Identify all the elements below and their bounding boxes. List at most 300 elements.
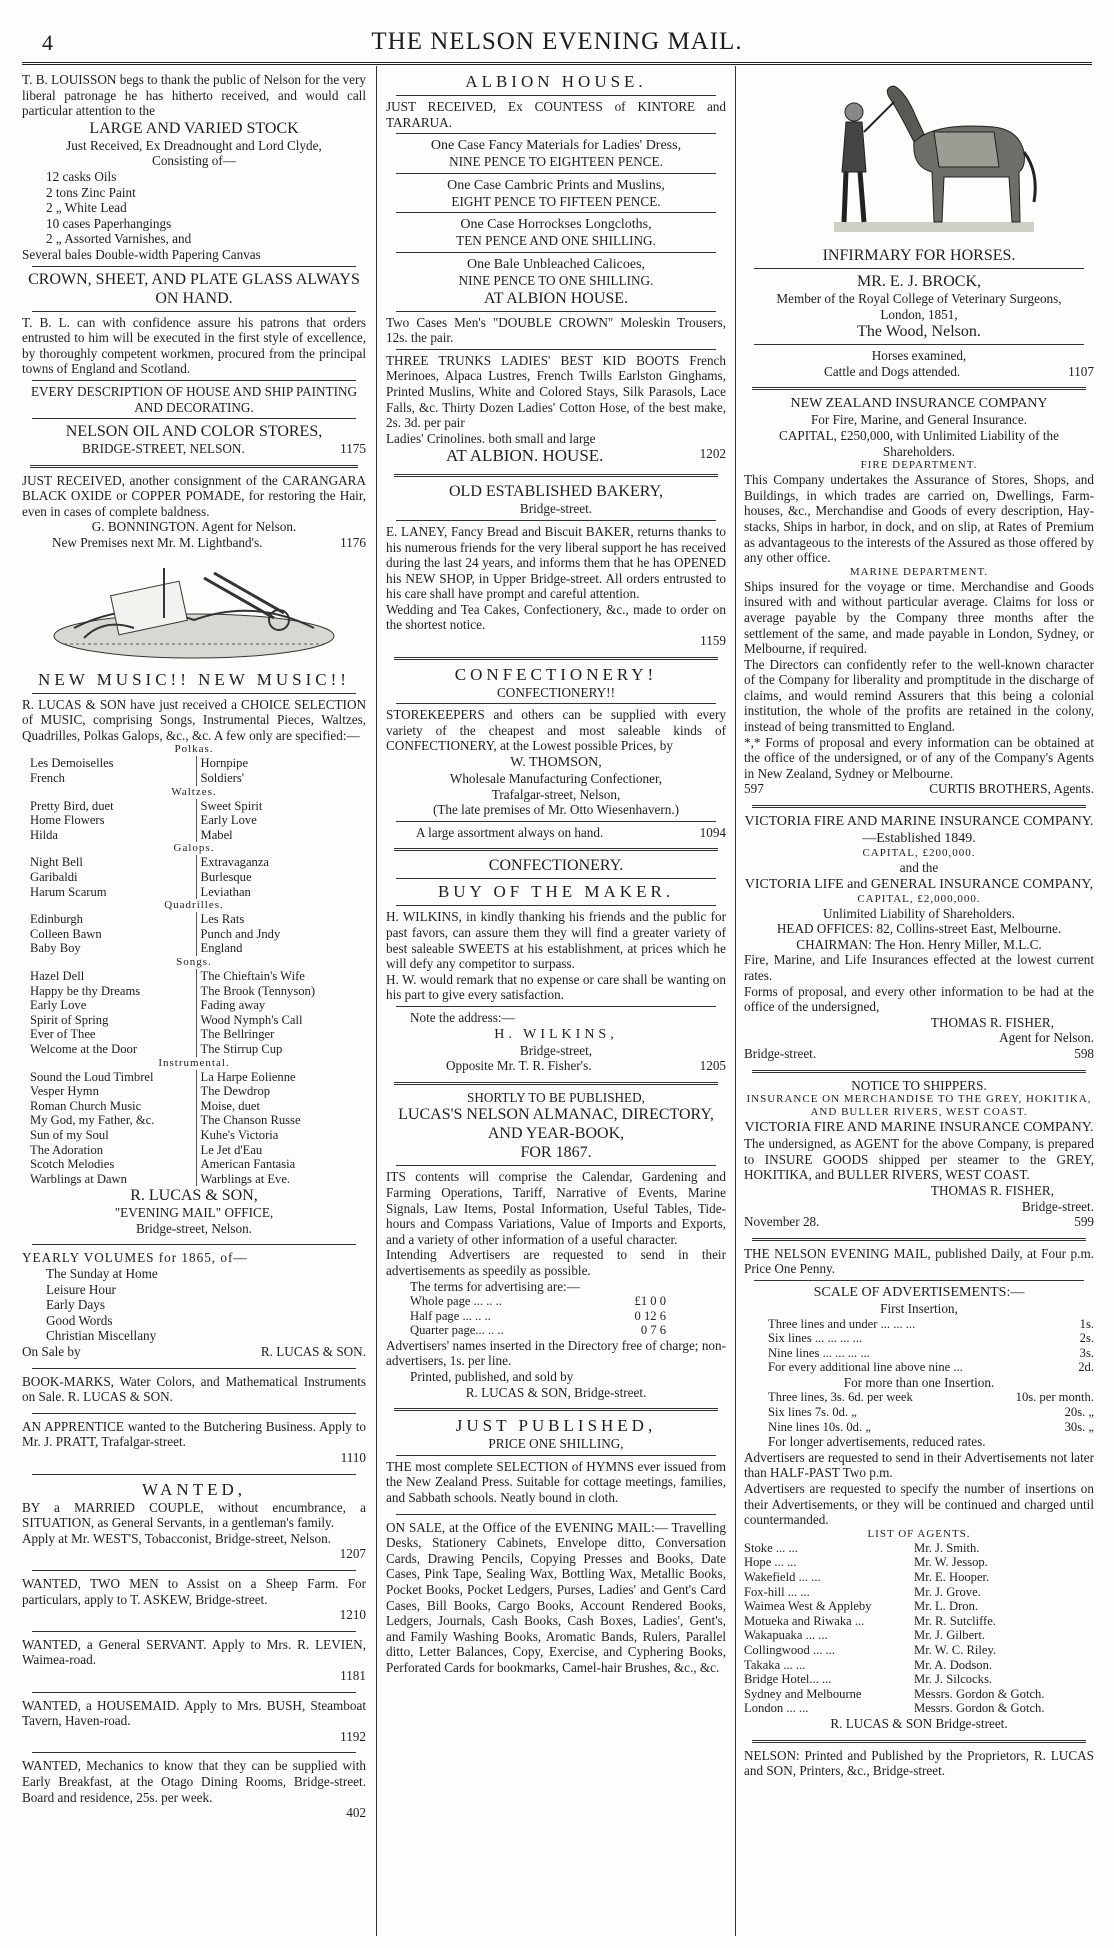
ad-footer [386,446,726,466]
divider [32,311,356,312]
advertising-terms-table [386,1294,726,1338]
music-list-column [196,799,367,843]
ad-number: 598 [1074,1045,1094,1061]
ad-line: For longer advertisements, reduced rates. [768,1434,986,1450]
ad-almanac [386,1088,726,1406]
divider [394,474,718,477]
divider [396,1455,716,1456]
ad-stationery-sale [386,1518,726,1681]
music-title: Harum Scarum [30,884,107,899]
ad-subheading: Bridge-street. [519,501,593,517]
ad-text: THE NELSON EVENING MAIL, published Daily, at Four p.m. Price One Penny. [744,1245,1094,1277]
divider [752,805,1086,808]
ad-line: Note the address:— [410,1009,515,1025]
ad-heading: VICTORIA FIRE AND MARINE INSURANCE COMPANY.—Established 1849. [744,814,1094,847]
ad-text: Intending Advertisers are requested to send in their advertisements as speedily as possible. [386,1247,726,1278]
music-list-column [22,756,196,785]
column-1 [22,70,366,1936]
ad-footer [386,1058,726,1074]
divider [396,95,716,96]
agent-row [744,1701,1094,1716]
ad-heading: OLD ESTABLISHED BAKERY, [449,483,663,501]
ad-line: INSURANCE ON MERCHANDISE TO THE GREY, HOKITIKA, AND BULLER RIVERS, WEST COAST. [746,1093,1092,1119]
ad-text: Advertisers are requested to send in their Advertisements not later than HALF-PAST Two p.m. [744,1449,1094,1481]
table-cell: 0 12 6 [634,1308,666,1323]
ad-line: The terms for advertising are:— [410,1278,580,1294]
ad-text: Forms of proposal, and every other information to be had at the office of the undersigned, [744,983,1094,1015]
table-cell: 30s. „ [1064,1419,1094,1434]
music-category-heading: Polkas. [174,743,214,756]
music-title: Colleen Bawn [30,926,102,941]
ad-line: and the [899,860,939,876]
ad-line: Agent for Nelson. [999,1030,1094,1046]
agent-row [744,1614,1094,1629]
agent-name: Mr. J. Gilbert. [914,1628,986,1643]
table-cell: Whole page ... .. .. [410,1294,502,1309]
ad-heading: LUCAS'S NELSON ALMANAC, DIRECTORY, AND YEAR-BOOK, [398,1106,714,1143]
divider [32,1752,356,1753]
stock-list [22,169,366,247]
music-title: Scotch Melodies [30,1157,115,1172]
ad-text: BY a MARRIED COUPLE, without encumbrance, a SITUATION, as General Servants, in a gentleman's family. [22,1499,366,1531]
music-category-list [22,756,366,785]
table-cell: 0 7 6 [640,1323,666,1338]
music-title: The Stirrup Cup [200,1041,283,1056]
music-list-column [196,756,367,785]
column-divider [376,66,377,1936]
ad-line: (The late premises of Mr. Otto Wiesenhavern.) [432,802,680,818]
music-title: Sound the Loud Timbrel [30,1069,154,1084]
ad-text: Ladies' Crinolines. both small and large [386,430,596,446]
ad-line: For Fire, Marine, and General Insurance. [810,412,1028,428]
ad-hymns [386,1414,726,1510]
list-item: Christian Miscellany [46,1328,157,1344]
ad-number: 402 [346,1805,366,1821]
list-item: 2 „ Assorted Varnishes, and [46,231,192,247]
ad-number: 1159 [700,633,726,649]
table-cell: 20s. „ [1064,1405,1094,1420]
ad-text: WANTED, TWO MEN to Assist on a Sheep Farm. For particulars, apply to T. ASKEW, Bridge-street. [22,1575,366,1607]
ad-wanted-servant [22,1635,366,1689]
agent-row [744,1687,1094,1702]
list-item: 12 casks Oils [46,168,117,184]
ad-line: On Sale by [22,1344,81,1360]
divider [32,1368,356,1369]
music-category-list [22,855,366,899]
ad-heading: SCALE OF ADVERTISEMENTS:— [813,1284,1025,1300]
address: New Premises next Mr. M. Lightband's. [52,535,263,551]
divider [396,821,716,822]
divider [396,173,716,174]
ad-heading: VICTORIA LIFE and GENERAL INSURANCE COMPANY, [744,876,1094,892]
table-cell: 3s. [1079,1345,1094,1360]
ad-line: Bridge-street, [519,1042,593,1058]
horse-and-groom-illustration [794,72,1044,242]
table-cell: Three lines, 3s. 6d. per week [768,1390,913,1405]
agent-row [744,1628,1094,1643]
ad-number: 1175 [340,441,366,457]
music-title: Early Love [200,813,257,828]
imprint-text: NELSON: Printed and Published by the Proprietors, R. LUCAS and SON, Printers, &c., Bridge-street. [744,1747,1094,1779]
ad-number: 1110 [340,1450,366,1465]
section-heading: FIRE DEPARTMENT. [860,459,978,472]
music-title: The Brook (Tennyson) [200,983,316,998]
table-row [768,1420,1094,1435]
divider [32,1474,356,1475]
ad-heading: NOTICE TO SHIPPERS. [851,1077,987,1093]
volume-list [22,1266,366,1344]
ad-line: NINE PENCE TO ONE SHILLING. [458,272,654,288]
divider [396,252,716,253]
table-row [768,1390,1094,1405]
ad-footer [744,1046,1094,1062]
table-cell: 10s. per month. [1015,1390,1094,1405]
ad-text: WANTED, a General SERVANT. Apply to Mrs. R. LEVIEN, Waimea-road. [22,1636,366,1668]
divider [32,266,356,267]
divider [396,212,716,213]
music-category-heading: Galops. [173,842,215,855]
divider [32,1692,356,1693]
divider [30,465,358,468]
table-cell: Quarter page... .. .. [410,1323,504,1338]
ad-agent: G. BONNINGTON. Agent for Nelson. [91,519,297,535]
ad-text: Fire, Marine, and Life Insurances effected at the lowest current rates. [744,952,1094,983]
table-cell: 1s. [1079,1316,1094,1331]
ad-signature: R. LUCAS & SON Bridge-street. [830,1715,1008,1731]
ad-text: The undersigned, as AGENT for the above Company, is prepared to INSURE GOODS shipped per steamer to the GREY, HOKITIKA, and BULLER RIVERS, WEST COAST. [744,1136,1094,1183]
divider [752,1238,1086,1241]
ad-heading: EVERY DESCRIPTION OF HOUSE AND SHIP PAINTING AND DECORATING. [30,383,358,415]
music-title: The Chieftain's Wife [200,968,305,983]
ad-number: 1176 [340,535,366,551]
ad-subheading: PRICE ONE SHILLING, [488,1436,624,1452]
ad-apprentice [22,1417,366,1471]
address: Bridge-street. [1021,1198,1094,1214]
agent-location: Sydney and Melbourne [744,1686,862,1701]
ad-footer [744,781,1094,797]
agent-location: Fox-hill ... ... [744,1584,810,1599]
ad-louisson [22,70,366,462]
ad-signature: THOMAS R. FISHER, [930,1014,1054,1030]
ad-number: 1192 [340,1728,366,1744]
ad-wilkins [386,854,726,1078]
ad-bonnington [22,471,366,556]
ad-text: T. B. L. can with confidence assure his patrons that orders entrusted to him will be executed in the first style of excellence, by thoroughly competent workmen, procured from the principal towns of England and Scotland. [22,314,366,377]
divider [754,1280,1084,1281]
agent-row [744,1658,1094,1673]
list-item: 2 „ White Lead [46,200,127,216]
address: The Wood, Nelson. [857,323,981,341]
ad-text: THE most complete SELECTION of HYMNS ever issued from the New Zealand Press. Suitable for cottage meetings, families, and Sabbath schools. Neatly bound in cloth. [386,1458,726,1506]
music-title: My God, my Father, &c. [30,1113,155,1128]
ad-text: This Company undertakes the Assurance of Stores, Shops, and Buildings, in which trades are carried on, Dwellings, Farm-houses, &c., Merchandise and Goods of every description, Hay-stacks, Ships in harbor, in dock, and on slip, at Rates of Premium as advantageous to the interests of the Assured as those offered by any other office. [744,472,1094,566]
ad-line: Horses examined, [871,348,967,364]
ad-line: Consisting of— [152,153,236,169]
agent-location: Hope ... ... [744,1555,797,1570]
ad-heading: CROWN, SHEET, AND PLATE GLASS ALWAYS ON HAND. [28,270,360,307]
music-title: Le Jet d'Eau [200,1142,263,1157]
list-item: Several bales Double-width Papering Canvas [22,246,261,262]
ad-bakery [386,480,726,653]
music-title: French [30,771,65,786]
ad-text: T. B. LOUISSON begs to thank the public of Nelson for the very liberal patronage he has hitherto received, and would call particular attention to the [22,72,366,119]
music-list-column [22,1070,196,1187]
ad-text: E. LANEY, Fancy Bread and Biscuit BAKER, returns thanks to his numerous friends for the very liberal support he has received during the last 24 years, and informs them that he has OPENED his NEW SHOP, in Upper Bridge-street. All orders entrusted to his care shall have prompt and careful attention. [386,523,726,602]
table-cell: Nine lines 10s. 0d. „ [768,1419,871,1434]
ad-confectionery-thomson [386,663,726,846]
agent-name: Mr. W. Jessop. [914,1555,988,1570]
divider [396,905,716,906]
divider [752,387,1086,390]
agent-name: Mr. R. Sutcliffe. [914,1613,996,1628]
masthead-rule [22,62,1092,65]
ad-footer [386,825,726,841]
agent-row [744,1541,1094,1556]
divider [394,657,718,660]
divider [396,133,716,134]
music-list-column [22,912,196,956]
ad-heading: BUY OF THE MAKER. [437,882,675,902]
music-title: Hazel Dell [30,968,85,983]
ad-number: 1207 [339,1546,366,1562]
divider [394,1408,718,1411]
music-list-column [22,855,196,899]
ad-signature: W. THOMSON, [510,755,602,771]
ad-line: EIGHT PENCE TO FIFTEEN PENCE. [451,193,661,209]
table-row [768,1331,1094,1346]
ad-text: AN APPRENTICE wanted to the Butchering Business. Apply to Mr. J. PRATT, Trafalgar-street. [22,1418,366,1450]
ad-line: One Case Cambric Prints and Muslins, [447,177,665,193]
ad-wanted-couple [22,1478,366,1567]
music-title: The Dewdrop [200,1084,271,1099]
music-title: Leviathan [200,884,251,899]
agent-name: Mr. J. Grove. [914,1584,981,1599]
music-title: Fading away [200,998,266,1013]
divider [396,703,716,704]
table-row [768,1317,1094,1332]
divider [32,1413,356,1414]
agent-location: Waimea West & Appleby [744,1599,872,1614]
ad-signature: "EVENING MAIL" OFFICE, [114,1205,274,1221]
rates-table [744,1317,1094,1375]
ad-heading: SHORTLY TO BE PUBLISHED, [467,1089,645,1105]
ad-signature: THOMAS R. FISHER, [930,1182,1054,1198]
ad-text: H. W. would remark that no expense or care shall be wanting on his part to give every satisfaction. [386,971,726,1003]
agent-location: Stoke ... ... [744,1540,798,1555]
table-cell: For every additional line above nine ... [768,1360,963,1375]
ad-text: WANTED, Mechanics to know that they can be supplied with Early Breakfast, at the Otago Dining Rooms, Bridge-street. Board and residence, 25s. per week. [22,1758,366,1805]
music-title: Garibaldi [30,870,78,884]
ad-line: HEAD OFFICES: 82, Collins-street East, Melbourne. [776,921,1062,937]
table-cell: Six lines ... ... ... ... [768,1331,863,1346]
ad-heading: NELSON OIL AND COLOR STORES, [65,423,323,441]
table-row [768,1405,1094,1420]
ad-line: Trafalgar-street, Nelson, [491,786,621,802]
music-title: Vesper Hymn [30,1084,99,1099]
ad-heading: NEW MUSIC!! NEW MUSIC!! [38,669,350,689]
table-cell: Half page ... .. .. [410,1308,491,1323]
music-title: Burlesque [200,870,252,884]
ad-line: Just Received, Ex Dreadnought and Lord Clyde, [66,137,322,153]
music-category-list [22,1070,366,1187]
divider [396,878,716,879]
ad-heading: AT ALBION HOUSE. [483,289,629,307]
divider [396,1006,716,1007]
music-title: Early Love [30,998,87,1013]
music-list-column [22,969,196,1057]
divider [32,1244,356,1245]
agent-location: Takaka ... ... [744,1657,806,1672]
music-catalogue [22,743,366,1186]
agent-name: Messrs. Gordon & Gotch. [914,1701,1045,1716]
music-title: Night Bell [30,855,83,870]
music-title: Baby Boy [30,941,81,956]
list-item: The Sunday at Home [46,1266,158,1282]
imprint [744,1746,1094,1784]
agent-location: Wakefield ... ... [744,1570,821,1584]
agent-row [744,1599,1094,1614]
ad-text: BOOK-MARKS, Water Colors, and Mathematical Instruments on Sale. R. LUCAS & SON. [22,1373,366,1405]
music-title: Moise, duet [200,1098,260,1113]
ad-heading: AT ALBION. HOUSE. [446,446,604,466]
agent-name: Mr. A. Dodson. [914,1657,993,1672]
ad-footer [22,535,366,551]
ad-line: CAPITAL, £2,000,000. [857,892,981,905]
list-item: 2 tons Zinc Paint [46,184,136,200]
ad-line: One Case Horrockses Longcloths, [460,217,652,233]
music-title: Soldiers' [200,771,245,786]
music-title: Les Rats [200,912,245,927]
ad-albion-house [386,70,726,471]
section-heading: MARINE DEPARTMENT. [849,565,989,578]
ad-text: Wedding and Tea Cakes, Confectionery, &c., made to order on the shortest notice. [386,601,726,633]
list-item: 10 cases Paperhangings [46,215,172,231]
ad-heading: INFIRMARY FOR HORSES. [822,247,1016,264]
divider [752,1070,1086,1073]
ad-signature: CURTIS BROTHERS, Agents. [929,781,1094,797]
ad-signature: R. LUCAS & SON, [130,1187,258,1205]
music-list-column [196,969,367,1057]
table-cell: 2d. [1078,1360,1094,1375]
masthead [22,26,1092,62]
ad-number: 1094 [699,824,726,840]
ad-line: London, 1851, [880,306,958,322]
ad-nz-insurance [744,393,1094,802]
ad-heading: JUST PUBLISHED, [455,1416,657,1436]
ad-heading: VICTORIA FIRE AND MARINE INSURANCE COMPANY. [744,1120,1094,1136]
ad-wanted-mechanics [22,1756,366,1825]
music-title: The Chanson Russe [200,1113,301,1128]
page-number: 4 [42,30,53,55]
ad-text: Apply at Mr. WEST'S, Tobacconist, Bridge-street, Nelson. [22,1530,331,1546]
ad-notice-to-shippers [744,1076,1094,1235]
music-title: The Adoration [30,1142,104,1157]
table-cell: £1 0 0 [634,1294,666,1309]
ad-number: 599 [1074,1214,1094,1230]
ad-text: H. WILKINS, in kindly thanking his friends and the public for past favors, can assure them they will find a greater variety of best saleable SWEETS at his establishment, at prices which he will defy any competitor to surpass. [386,909,726,972]
agent-row [744,1672,1094,1687]
ad-line: One Case Fancy Materials for Ladies' Dress, [430,138,682,154]
music-title: Roman Church Music [30,1098,142,1113]
divider [32,1631,356,1632]
ad-subheading: CONFECTIONERY!! [497,684,615,700]
agent-name: Messrs. Gordon & Gotch. [914,1686,1045,1701]
ad-music [22,668,366,1242]
divider [754,344,1084,345]
music-title: England [200,941,243,956]
ad-victoria-insurance [744,811,1094,1067]
music-list-column [196,912,367,956]
agent-location: Collingwood ... ... [744,1642,835,1657]
ad-text: R. LUCAS & SON have just received a CHOICE SELECTION of MUSIC, comprising Songs, Instrumental Pieces, Waltzes, Quadrilles, Polkas Galops, &c., &c. A few only are specified:— [22,696,366,743]
music-title: Home Flowers [30,813,105,828]
music-list-column [22,799,196,843]
music-title: The Bellringer [200,1027,275,1042]
ad-heading: WANTED, [141,1479,246,1499]
music-category-heading: Quadrilles. [164,899,224,912]
ad-number: 1210 [339,1607,366,1623]
agent-name: Mr. L. Dron. [914,1599,979,1614]
agent-location: Motueka and Riwaka ... [744,1613,865,1628]
music-list-column [196,855,367,899]
ad-heading: CONFECTIONERY! [454,664,658,684]
divider [32,1570,356,1571]
address: Opposite Mr. T. R. Fisher's. [446,1058,592,1074]
page-title: THE NELSON EVENING MAIL. [371,28,743,55]
music-title: Ever of Thee [30,1027,96,1042]
ad-number: 1205 [699,1058,726,1074]
agent-name: Mr. E. Hooper. [914,1570,990,1584]
ad-text: Advertisers' names inserted in the Directory free of charge; non-advertisers, 1s. per line. [386,1337,726,1369]
ad-line: CHAIRMAN: The Hon. Henry Miller, M.L.C. [796,936,1042,952]
music-category-list [22,912,366,956]
ad-wanted-housemaid [22,1696,366,1750]
table-row [410,1323,666,1338]
music-list-column [196,1070,367,1187]
music-category-heading: Songs. [176,955,212,968]
music-title: La Harpe Eolienne [200,1069,296,1084]
table-cell: Three lines and under ... ... ... [768,1316,916,1331]
music-title: Punch and Jndy [200,926,281,941]
ad-text: The Directors can confidently refer to the well-known character of the Company for liberality and promptitude in the discharge of claims, and would remind Assurers that this being a colonial institution, the whole of the profits are retained in the colony, instead of being transmitted to England. [744,656,1094,735]
agent-location: Bridge Hotel... ... [744,1672,832,1687]
divider [396,349,716,350]
divider [32,693,356,694]
ad-text: ON SALE, at the Office of the EVENING MAIL:— Travelling Desks, Stationery Cabinets, Envelope ditto, Conversation Cards, Drawing Pencils, Copying Presses and Books, Date Cases, Pink Tape, Sealing Wax, Bottling Wax, Metallic Books, Pocket Books, Pocket Ledgers, Purses, Ladies' and Gent's Card Cases, Bill Books, Cargo Books, Account Rendered Books, Ledgers, Journals, Cash Books, Cash Boxes, Ladies', Gent's, and Family Washing Books, Aromatic Bands, Rulers, Parallel ditto, Letter Balances, Copy, Exercise, and Cyphering Books, Perforated Cards for bookmarks, Camel-hair Brushes, &c., &c. [386,1519,726,1675]
column-3 [744,70,1094,1936]
ad-footer [744,1214,1094,1230]
list-item: Early Days [46,1297,105,1313]
agent-location: Wakapuaka ... ... [744,1628,828,1643]
music-title: Kuhe's Victoria [200,1127,279,1142]
agent-location: London ... ... [744,1701,809,1716]
ad-line: Cattle and Dogs attended. [824,363,961,379]
table-cell: Six lines 7s. 0d. „ [768,1405,857,1420]
list-item: Good Words [46,1312,113,1328]
ad-footer [22,1344,366,1360]
table-row [768,1360,1094,1375]
music-title: Welcome at the Door [30,1041,138,1056]
agents-list [744,1541,1094,1716]
ad-line: First Insertion, [880,1300,958,1316]
ad-signature: H. WILKINS, [494,1026,618,1042]
divider [752,1740,1086,1743]
ad-text: YEARLY VOLUMES for 1865, of— [22,1250,248,1266]
agent-row [744,1643,1094,1658]
agent-name: Mr. J. Silcocks. [914,1672,993,1687]
agent-name: Mr. J. Smith. [914,1540,980,1555]
ad-line: CAPITAL, £250,000, with Unlimited Liability of the Shareholders. [779,427,1059,459]
